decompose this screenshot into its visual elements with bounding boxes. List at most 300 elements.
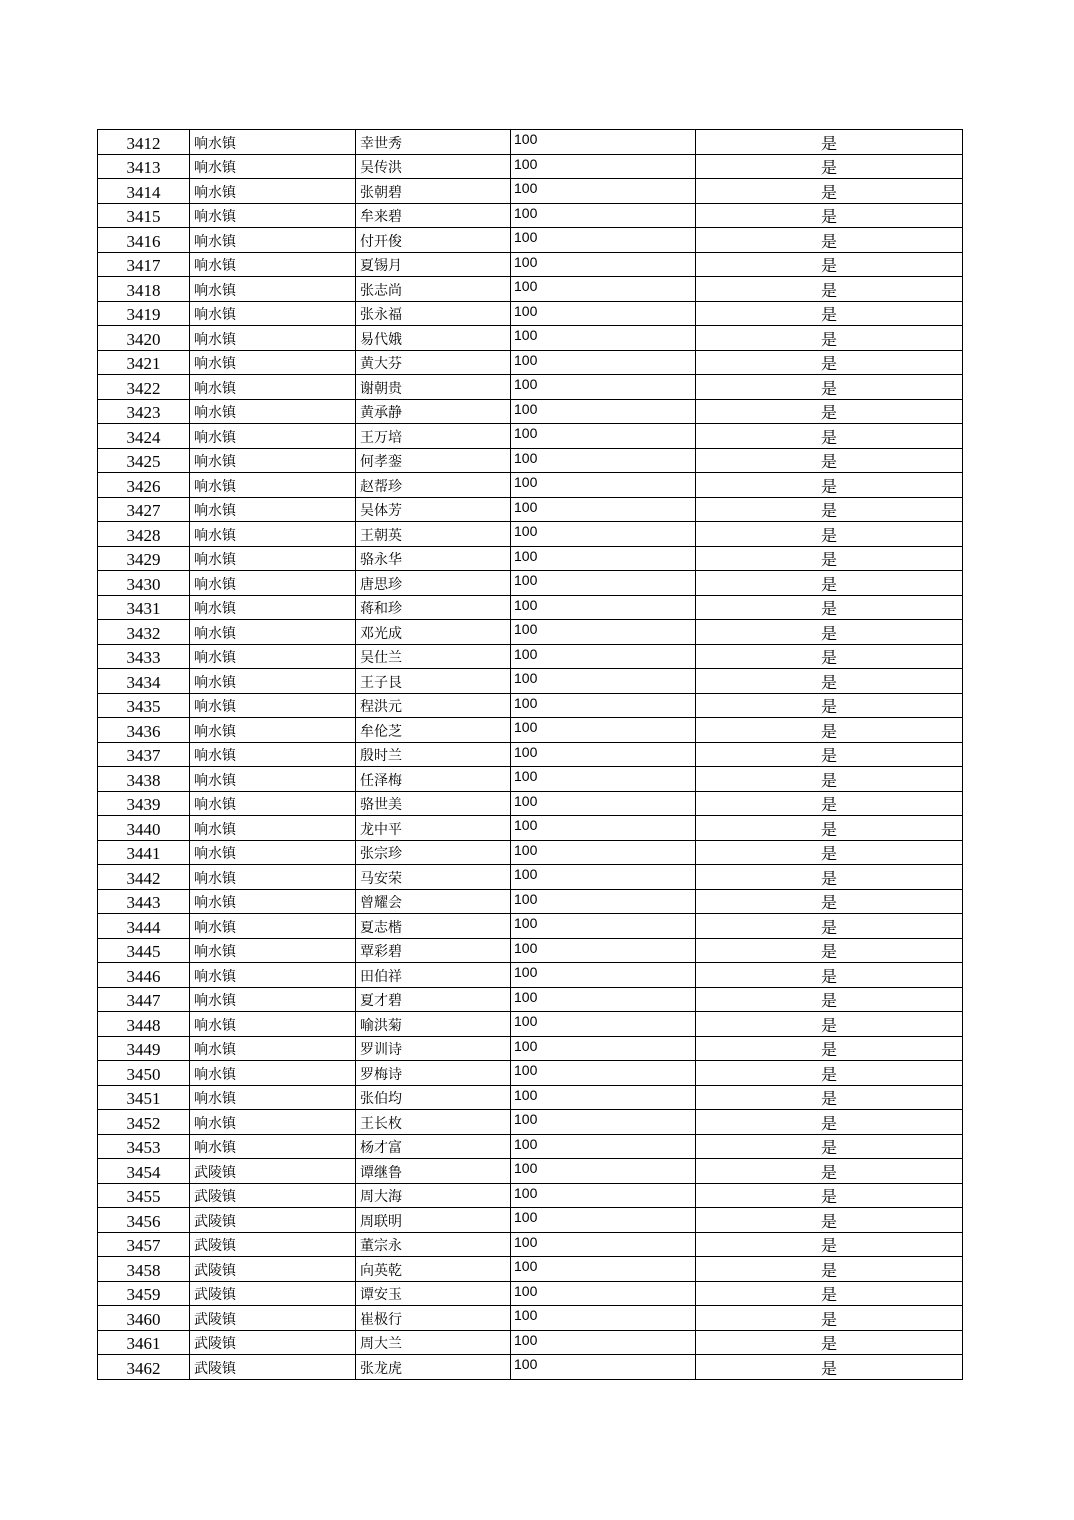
person-name-cell: 罗梅诗 [356,1061,511,1086]
row-number-cell: 3454 [98,1159,190,1184]
table-row [98,1134,963,1159]
amount-cell: 100 [511,1330,696,1355]
town-cell: 武陵镇 [190,1281,356,1306]
town-cell: 响水镇 [190,742,356,767]
person-name-cell: 骆永华 [356,546,511,571]
row-number-cell: 3458 [98,1257,190,1282]
amount-cell: 100 [511,644,696,669]
status-flag-cell: 是 [696,693,963,718]
person-name-cell: 赵帮珍 [356,473,511,498]
row-number-cell: 3416 [98,228,190,253]
town-cell: 响水镇 [190,179,356,204]
person-name-cell: 张朝碧 [356,179,511,204]
table-row [98,1232,963,1257]
person-name-cell: 张宗珍 [356,840,511,865]
amount-cell: 100 [511,767,696,792]
person-name-cell: 张永福 [356,301,511,326]
person-name-cell: 谭安玉 [356,1281,511,1306]
row-number-cell: 3421 [98,350,190,375]
table-row [98,1257,963,1282]
row-number-cell: 3440 [98,816,190,841]
person-name-cell: 蒋和珍 [356,595,511,620]
table-row [98,791,963,816]
person-name-cell: 罗训诗 [356,1036,511,1061]
table-row [98,987,963,1012]
person-name-cell: 曾耀会 [356,889,511,914]
amount-cell: 100 [511,1061,696,1086]
row-number-cell: 3439 [98,791,190,816]
amount-cell: 100 [511,1281,696,1306]
table-row [98,595,963,620]
status-flag-cell: 是 [696,350,963,375]
person-name-cell: 王朝英 [356,522,511,547]
status-flag-cell: 是 [696,718,963,743]
status-flag-cell: 是 [696,620,963,645]
table-row [98,816,963,841]
status-flag-cell: 是 [696,1183,963,1208]
table-row [98,522,963,547]
table-row [98,154,963,179]
town-cell: 响水镇 [190,767,356,792]
table-row [98,865,963,890]
amount-cell: 100 [511,1085,696,1110]
table-row [98,620,963,645]
table-row [98,1159,963,1184]
town-cell: 响水镇 [190,497,356,522]
amount-cell: 100 [511,473,696,498]
town-cell: 响水镇 [190,1085,356,1110]
status-flag-cell: 是 [696,546,963,571]
person-name-cell: 董宗永 [356,1232,511,1257]
status-flag-cell: 是 [696,1110,963,1135]
town-cell: 响水镇 [190,816,356,841]
town-cell: 响水镇 [190,889,356,914]
person-name-cell: 夏锡月 [356,252,511,277]
row-number-cell: 3412 [98,130,190,155]
amount-cell: 100 [511,203,696,228]
row-number-cell: 3414 [98,179,190,204]
person-name-cell: 张伯均 [356,1085,511,1110]
amount-cell: 100 [511,693,696,718]
status-flag-cell: 是 [696,522,963,547]
person-name-cell: 骆世美 [356,791,511,816]
amount-cell: 100 [511,252,696,277]
table-row [98,301,963,326]
status-flag-cell: 是 [696,375,963,400]
town-cell: 响水镇 [190,595,356,620]
row-number-cell: 3433 [98,644,190,669]
town-cell: 响水镇 [190,1134,356,1159]
amount-cell: 100 [511,718,696,743]
status-flag-cell: 是 [696,595,963,620]
person-name-cell: 幸世秀 [356,130,511,155]
town-cell: 响水镇 [190,203,356,228]
town-cell: 响水镇 [190,473,356,498]
person-name-cell: 王长枚 [356,1110,511,1135]
person-name-cell: 牟来碧 [356,203,511,228]
person-name-cell: 吴仕兰 [356,644,511,669]
table-row [98,1281,963,1306]
town-cell: 响水镇 [190,301,356,326]
table-body [98,130,963,1380]
row-number-cell: 3443 [98,889,190,914]
town-cell: 响水镇 [190,375,356,400]
amount-cell: 100 [511,1036,696,1061]
table-row [98,1110,963,1135]
row-number-cell: 3422 [98,375,190,400]
person-name-cell: 唐思珍 [356,571,511,596]
row-number-cell: 3428 [98,522,190,547]
amount-cell: 100 [511,179,696,204]
table-row [98,1085,963,1110]
person-name-cell: 喻洪菊 [356,1012,511,1037]
table-row [98,179,963,204]
town-cell: 响水镇 [190,399,356,424]
status-flag-cell: 是 [696,228,963,253]
person-name-cell: 谭继鲁 [356,1159,511,1184]
status-flag-cell: 是 [696,252,963,277]
amount-cell: 100 [511,1110,696,1135]
amount-cell: 100 [511,987,696,1012]
amount-cell: 100 [511,424,696,449]
person-name-cell: 程洪元 [356,693,511,718]
table-row [98,130,963,155]
status-flag-cell: 是 [696,669,963,694]
town-cell: 响水镇 [190,1061,356,1086]
row-number-cell: 3419 [98,301,190,326]
table-row [98,840,963,865]
row-number-cell: 3451 [98,1085,190,1110]
amount-cell: 100 [511,375,696,400]
town-cell: 响水镇 [190,277,356,302]
amount-cell: 100 [511,1134,696,1159]
status-flag-cell: 是 [696,571,963,596]
row-number-cell: 3456 [98,1208,190,1233]
row-number-cell: 3459 [98,1281,190,1306]
person-name-cell: 谢朝贵 [356,375,511,400]
status-flag-cell: 是 [696,1355,963,1380]
person-name-cell: 龙中平 [356,816,511,841]
status-flag-cell: 是 [696,1159,963,1184]
amount-cell: 100 [511,130,696,155]
table-row [98,963,963,988]
row-number-cell: 3425 [98,448,190,473]
person-name-cell: 田伯祥 [356,963,511,988]
status-flag-cell: 是 [696,473,963,498]
person-name-cell: 殷时兰 [356,742,511,767]
town-cell: 响水镇 [190,865,356,890]
town-cell: 响水镇 [190,228,356,253]
town-cell: 响水镇 [190,154,356,179]
data-table [97,129,963,1380]
table-row [98,203,963,228]
row-number-cell: 3418 [98,277,190,302]
town-cell: 武陵镇 [190,1232,356,1257]
amount-cell: 100 [511,1183,696,1208]
person-name-cell: 张志尚 [356,277,511,302]
amount-cell: 100 [511,1208,696,1233]
town-cell: 响水镇 [190,938,356,963]
table-row [98,1183,963,1208]
town-cell: 武陵镇 [190,1208,356,1233]
town-cell: 响水镇 [190,350,356,375]
amount-cell: 100 [511,1355,696,1380]
table-row [98,546,963,571]
amount-cell: 100 [511,620,696,645]
table-row [98,742,963,767]
row-number-cell: 3452 [98,1110,190,1135]
town-cell: 响水镇 [190,718,356,743]
status-flag-cell: 是 [696,1036,963,1061]
row-number-cell: 3429 [98,546,190,571]
status-flag-cell: 是 [696,399,963,424]
town-cell: 响水镇 [190,546,356,571]
town-cell: 响水镇 [190,644,356,669]
town-cell: 武陵镇 [190,1306,356,1331]
row-number-cell: 3447 [98,987,190,1012]
person-name-cell: 王万培 [356,424,511,449]
person-name-cell: 吴体芳 [356,497,511,522]
person-name-cell: 夏志楷 [356,914,511,939]
amount-cell: 100 [511,963,696,988]
person-name-cell: 何孝銮 [356,448,511,473]
row-number-cell: 3444 [98,914,190,939]
status-flag-cell: 是 [696,767,963,792]
person-name-cell: 向英乾 [356,1257,511,1282]
status-flag-cell: 是 [696,277,963,302]
amount-cell: 100 [511,889,696,914]
town-cell: 响水镇 [190,130,356,155]
status-flag-cell: 是 [696,1208,963,1233]
person-name-cell: 杨才富 [356,1134,511,1159]
status-flag-cell: 是 [696,1085,963,1110]
row-number-cell: 3423 [98,399,190,424]
person-name-cell: 任泽梅 [356,767,511,792]
amount-cell: 100 [511,546,696,571]
row-number-cell: 3457 [98,1232,190,1257]
table-row [98,1330,963,1355]
town-cell: 响水镇 [190,620,356,645]
amount-cell: 100 [511,865,696,890]
row-number-cell: 3435 [98,693,190,718]
town-cell: 响水镇 [190,252,356,277]
person-name-cell: 崔极行 [356,1306,511,1331]
table-row [98,1036,963,1061]
town-cell: 响水镇 [190,963,356,988]
status-flag-cell: 是 [696,963,963,988]
status-flag-cell: 是 [696,203,963,228]
table-row [98,473,963,498]
status-flag-cell: 是 [696,179,963,204]
row-number-cell: 3437 [98,742,190,767]
table-row [98,889,963,914]
table-row [98,693,963,718]
row-number-cell: 3461 [98,1330,190,1355]
row-number-cell: 3431 [98,595,190,620]
status-flag-cell: 是 [696,938,963,963]
status-flag-cell: 是 [696,816,963,841]
town-cell: 响水镇 [190,424,356,449]
amount-cell: 100 [511,399,696,424]
person-name-cell: 周大兰 [356,1330,511,1355]
amount-cell: 100 [511,497,696,522]
status-flag-cell: 是 [696,1232,963,1257]
person-name-cell: 马安荣 [356,865,511,890]
row-number-cell: 3455 [98,1183,190,1208]
status-flag-cell: 是 [696,742,963,767]
table-row [98,1306,963,1331]
table-row [98,399,963,424]
row-number-cell: 3462 [98,1355,190,1380]
status-flag-cell: 是 [696,130,963,155]
status-flag-cell: 是 [696,865,963,890]
amount-cell: 100 [511,816,696,841]
amount-cell: 100 [511,840,696,865]
table-row [98,914,963,939]
amount-cell: 100 [511,571,696,596]
amount-cell: 100 [511,277,696,302]
row-number-cell: 3417 [98,252,190,277]
amount-cell: 100 [511,1159,696,1184]
person-name-cell: 张龙虎 [356,1355,511,1380]
row-number-cell: 3453 [98,1134,190,1159]
town-cell: 响水镇 [190,840,356,865]
person-name-cell: 覃彩碧 [356,938,511,963]
status-flag-cell: 是 [696,301,963,326]
town-cell: 武陵镇 [190,1159,356,1184]
row-number-cell: 3430 [98,571,190,596]
status-flag-cell: 是 [696,154,963,179]
status-flag-cell: 是 [696,1281,963,1306]
amount-cell: 100 [511,1306,696,1331]
town-cell: 武陵镇 [190,1355,356,1380]
table-row [98,718,963,743]
person-name-cell: 周联明 [356,1208,511,1233]
status-flag-cell: 是 [696,424,963,449]
status-flag-cell: 是 [696,497,963,522]
amount-cell: 100 [511,1012,696,1037]
amount-cell: 100 [511,154,696,179]
person-name-cell: 易代娥 [356,326,511,351]
town-cell: 响水镇 [190,791,356,816]
person-name-cell: 牟伦芝 [356,718,511,743]
amount-cell: 100 [511,791,696,816]
row-number-cell: 3424 [98,424,190,449]
amount-cell: 100 [511,228,696,253]
amount-cell: 100 [511,938,696,963]
amount-cell: 100 [511,742,696,767]
table-row [98,938,963,963]
person-name-cell: 吴传洪 [356,154,511,179]
table-row [98,497,963,522]
person-name-cell: 周大海 [356,1183,511,1208]
status-flag-cell: 是 [696,1330,963,1355]
person-name-cell: 黄承静 [356,399,511,424]
amount-cell: 100 [511,669,696,694]
status-flag-cell: 是 [696,326,963,351]
status-flag-cell: 是 [696,1306,963,1331]
table-row [98,252,963,277]
town-cell: 响水镇 [190,522,356,547]
row-number-cell: 3445 [98,938,190,963]
status-flag-cell: 是 [696,914,963,939]
person-name-cell: 夏才碧 [356,987,511,1012]
table-row [98,277,963,302]
town-cell: 武陵镇 [190,1183,356,1208]
table-row [98,571,963,596]
amount-cell: 100 [511,350,696,375]
row-number-cell: 3449 [98,1036,190,1061]
status-flag-cell: 是 [696,791,963,816]
table-row [98,669,963,694]
town-cell: 响水镇 [190,914,356,939]
town-cell: 响水镇 [190,987,356,1012]
town-cell: 武陵镇 [190,1330,356,1355]
town-cell: 响水镇 [190,448,356,473]
row-number-cell: 3441 [98,840,190,865]
table-row [98,448,963,473]
town-cell: 响水镇 [190,571,356,596]
town-cell: 响水镇 [190,1036,356,1061]
row-number-cell: 3438 [98,767,190,792]
row-number-cell: 3442 [98,865,190,890]
amount-cell: 100 [511,914,696,939]
table-row [98,375,963,400]
row-number-cell: 3432 [98,620,190,645]
status-flag-cell: 是 [696,1257,963,1282]
person-name-cell: 王子艮 [356,669,511,694]
table-row [98,1061,963,1086]
row-number-cell: 3415 [98,203,190,228]
status-flag-cell: 是 [696,448,963,473]
amount-cell: 100 [511,522,696,547]
row-number-cell: 3446 [98,963,190,988]
town-cell: 响水镇 [190,326,356,351]
table-row [98,1355,963,1380]
table-row [98,424,963,449]
town-cell: 响水镇 [190,1110,356,1135]
town-cell: 响水镇 [190,1012,356,1037]
row-number-cell: 3450 [98,1061,190,1086]
status-flag-cell: 是 [696,1134,963,1159]
table-row [98,1012,963,1037]
table-row [98,644,963,669]
row-number-cell: 3413 [98,154,190,179]
row-number-cell: 3460 [98,1306,190,1331]
person-name-cell: 付开俊 [356,228,511,253]
town-cell: 武陵镇 [190,1257,356,1282]
table-row [98,1208,963,1233]
town-cell: 响水镇 [190,669,356,694]
row-number-cell: 3436 [98,718,190,743]
amount-cell: 100 [511,326,696,351]
status-flag-cell: 是 [696,1061,963,1086]
table-row [98,228,963,253]
amount-cell: 100 [511,595,696,620]
status-flag-cell: 是 [696,987,963,1012]
row-number-cell: 3426 [98,473,190,498]
status-flag-cell: 是 [696,644,963,669]
status-flag-cell: 是 [696,889,963,914]
table-row [98,326,963,351]
row-number-cell: 3434 [98,669,190,694]
person-name-cell: 邓光成 [356,620,511,645]
amount-cell: 100 [511,301,696,326]
person-name-cell: 黄大芬 [356,350,511,375]
table-row [98,767,963,792]
amount-cell: 100 [511,1257,696,1282]
town-cell: 响水镇 [190,693,356,718]
